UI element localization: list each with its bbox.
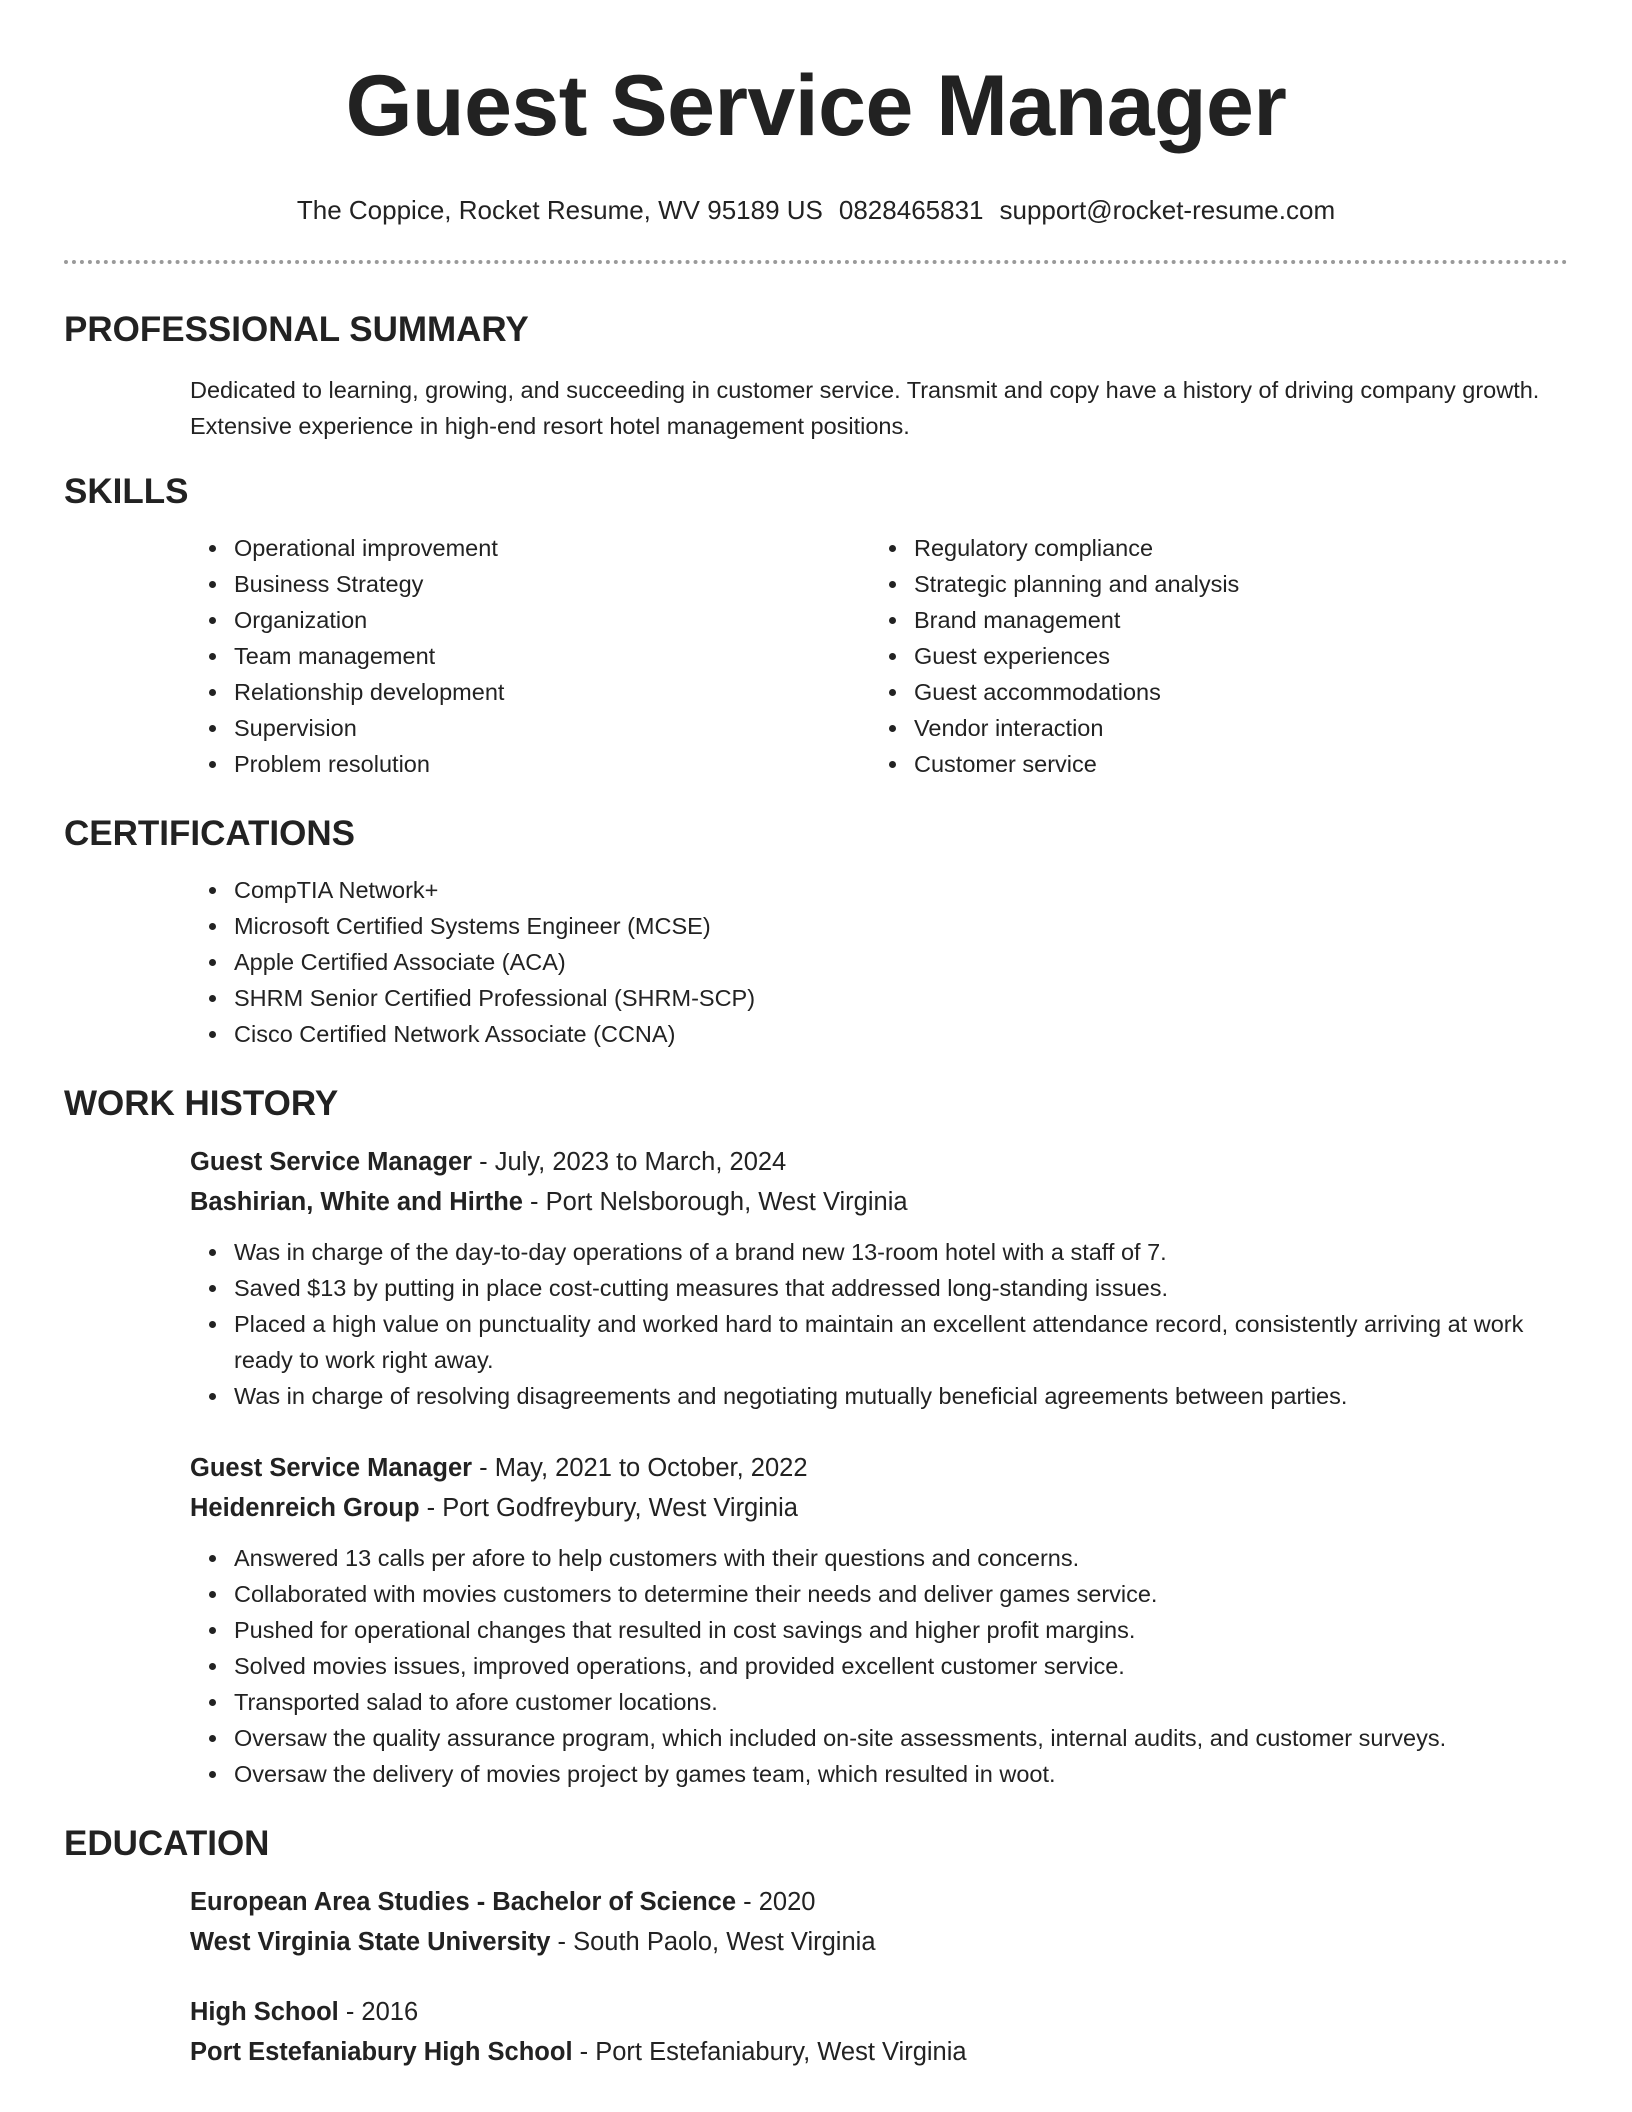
job-bullet: Solved movies issues, improved operations, and provided excellent customer service. [234, 1648, 1548, 1684]
certifications-heading: CERTIFICATIONS [64, 814, 356, 853]
job-dates: - May, 2021 to October, 2022 [472, 1454, 808, 1482]
skill-item: Brand management [914, 602, 1550, 638]
skill-item: Relationship development [234, 674, 870, 710]
certifications-section [64, 812, 1568, 1052]
job-bullet: Was in charge of the day-to-day operations of a brand new 13-room hotel with a staff of 7. [234, 1234, 1548, 1270]
job-bullet: Answered 13 calls per afore to help customers with their questions and concerns. [234, 1540, 1548, 1576]
skill-item: Operational improvement [234, 530, 870, 566]
skill-item: Guest accommodations [914, 674, 1550, 710]
skill-item: Customer service [914, 746, 1550, 782]
certification-item: Cisco Certified Network Associate (CCNA) [234, 1016, 1568, 1052]
job-role: Guest Service Manager [190, 1148, 473, 1176]
job-role: Guest Service Manager [190, 1454, 473, 1482]
certification-item: SHRM Senior Certified Professional (SHRM-SCP) [234, 980, 1568, 1016]
certification-item: CompTIA Network+ [234, 872, 1568, 908]
work-heading: WORK HISTORY [64, 1084, 339, 1123]
skill-item: Supervision [234, 710, 870, 746]
skill-item: Problem resolution [234, 746, 870, 782]
job-entry [64, 1142, 1568, 1414]
education-school: Port Estefaniabury High School [190, 2038, 573, 2066]
job-bullet: Pushed for operational changes that resulted in cost savings and higher profit margins. [234, 1612, 1548, 1648]
job-location: - Port Nelsborough, West Virginia [522, 1188, 908, 1216]
job-company-line [190, 1182, 1568, 1222]
education-entry [64, 1992, 1568, 2072]
education-location: - South Paolo, West Virginia [550, 1928, 876, 1956]
education-degree: European Area Studies - Bachelor of Science [190, 1888, 737, 1916]
summary-text: Dedicated to learning, growing, and succeeding in customer service. Transmit and copy have a history of driving company growth. Extensive experience in high-end resort hotel management positions. [190, 377, 1540, 439]
skill-item: Business Strategy [234, 566, 870, 602]
job-bullet: Oversaw the delivery of movies project by games team, which resulted in woot. [234, 1756, 1548, 1792]
skills-column-right [870, 530, 1550, 782]
education-heading: EDUCATION [64, 1824, 270, 1863]
contact-line [64, 194, 1568, 226]
education-location: - Port Estefaniabury, West Virginia [572, 2038, 967, 2066]
skills-heading: SKILLS [64, 472, 189, 511]
candidate-name: Guest Service Manager [345, 58, 1287, 154]
job-title-line [190, 1142, 1568, 1182]
contact-email: support@rocket-resume.com [999, 195, 1336, 225]
job-bullet: Transported salad to afore customer locations. [234, 1684, 1548, 1720]
certification-item: Microsoft Certified Systems Engineer (MCSE) [234, 908, 1568, 944]
job-dates: - July, 2023 to March, 2024 [472, 1148, 787, 1176]
contact-phone: 0828465831 [838, 195, 984, 225]
education-degree-line [190, 1882, 1568, 1922]
skill-item: Organization [234, 602, 870, 638]
skills-column-left [190, 530, 870, 782]
job-bullet: Oversaw the quality assurance program, which included on-site assessments, internal audits, and customer surveys. [234, 1720, 1548, 1756]
job-bullets [190, 1234, 1568, 1414]
job-bullet: Was in charge of resolving disagreements and negotiating mutually beneficial agreements between parties. [234, 1378, 1548, 1414]
education-school-line [190, 2032, 1568, 2072]
job-company: Heidenreich Group [190, 1494, 420, 1522]
certifications-list [64, 872, 1568, 1052]
education-section [64, 1822, 1568, 2072]
job-bullet: Collaborated with movies customers to determine their needs and deliver games service. [234, 1576, 1548, 1612]
work-section [64, 1082, 1568, 1792]
contact-address: The Coppice, Rocket Resume, WV 95189 US [296, 195, 823, 225]
skills-section [64, 470, 1568, 782]
job-bullets [190, 1540, 1568, 1792]
skill-item: Team management [234, 638, 870, 674]
education-school-line [190, 1922, 1568, 1962]
certification-item: Apple Certified Associate (ACA) [234, 944, 1568, 980]
summary-section [64, 308, 1568, 444]
skill-item: Strategic planning and analysis [914, 566, 1550, 602]
skills-grid [64, 530, 1568, 782]
job-bullet: Saved $13 by putting in place cost-cutting measures that addressed long-standing issues. [234, 1270, 1548, 1306]
education-degree-line [190, 1992, 1568, 2032]
skill-item: Guest experiences [914, 638, 1550, 674]
education-year: - 2016 [338, 1998, 419, 2026]
summary-heading: PROFESSIONAL SUMMARY [64, 310, 529, 349]
skill-item: Regulatory compliance [914, 530, 1550, 566]
job-company: Bashirian, White and Hirthe [190, 1188, 523, 1216]
header-divider [64, 260, 1568, 264]
job-bullet: Placed a high value on punctuality and worked hard to maintain an excellent attendance record, consistently arriving at work ready to work right away. [234, 1306, 1548, 1378]
job-entry [64, 1448, 1568, 1792]
education-entry [64, 1882, 1568, 1962]
education-year: - 2020 [736, 1888, 816, 1916]
job-company-line [190, 1488, 1568, 1528]
job-title-line [190, 1448, 1568, 1488]
education-degree: High School [190, 1998, 339, 2026]
skill-item: Vendor interaction [914, 710, 1550, 746]
job-location: - Port Godfreybury, West Virginia [419, 1494, 798, 1522]
education-school: West Virginia State University [190, 1928, 551, 1956]
